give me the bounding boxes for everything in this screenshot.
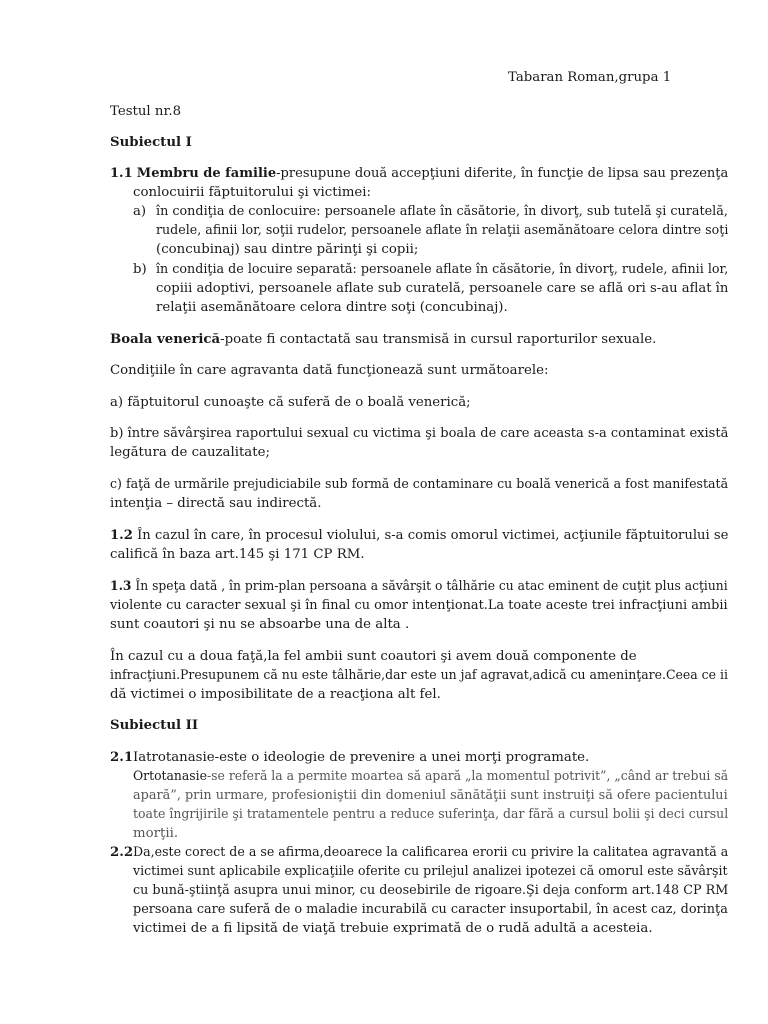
q11-a-line: rudele, afinii lor, soţii rudelor, persoanele aflate în relaţii asemănătoare celora dintre soţi — [156, 223, 729, 238]
q12-line2: califică în baza art.145 şi 171 CP RM. — [110, 547, 365, 562]
q22-line: cu bună-ştiinţă asupra unui minor, cu deosebirile de rigoare.Şi deja conform art.148 CP RM — [133, 883, 729, 898]
q21-orto-line: morţii. — [133, 826, 179, 841]
q13-line1 — [110, 577, 728, 596]
subject-2-heading: Subiectul II — [110, 718, 199, 733]
fata-line: În cazul cu a doua faţă,la fel ambii sunt coautori şi avem două componente de — [110, 649, 637, 664]
q11-number: 1.1 — [110, 166, 133, 181]
q12-number: 1.2 — [110, 528, 133, 543]
q21-orto-line: toate îngrijirile şi tratamentele pentru a reduce suferinţa, dar fără a cursul bolii şi deci cursul — [133, 807, 729, 822]
orto-term: Ortotanasie — [133, 769, 207, 784]
q11-b-line: copiii adoptivi, persoanele aflate sub curatelă, persoanele care se află ori s-au aflat în — [156, 281, 729, 296]
conditii-paragraph: Condiţiile în care agravanta dată funcţionează sunt următoarele: — [110, 363, 549, 378]
q21-number: 2.1 — [110, 750, 134, 765]
q22-number: 2.2 — [110, 845, 134, 860]
q21-orto-line1 — [133, 767, 728, 786]
q11-a-line: în condiţia de conlocuire: persoanele aflate în căsătorie, în divorţ, sub tutelă şi curatelă, — [156, 204, 728, 219]
condition-c-line: intenţia – directă sau indirectă. — [110, 496, 322, 511]
q13-text: În speţa dată , în prim-plan persoana a săvârşit o tâlhărie cu atac eminent de cuţit plus acţiuni — [131, 579, 728, 594]
condition-b-line: b) între săvârşirea raportului sexual cu victima şi boala de care aceasta s-a contaminat există — [110, 426, 729, 441]
q21-orto-line: apară”, prin urmare, profesioniştii din domeniul sănătăţii sunt instruiţi să ofere pacientului — [133, 788, 728, 803]
condition-b-line: legătura de cauzalitate; — [110, 445, 270, 460]
boala-rest: -poate fi contactată sau transmisă in cursul raporturilor sexuale. — [220, 332, 657, 347]
q11-b-marker: b) — [133, 262, 147, 277]
condition-a: a) făptuitorul cunoaşte că suferă de o boală venerică; — [110, 395, 471, 410]
subject-1-heading: Subiectul I — [110, 135, 192, 150]
q11-b-line: relaţii asemănătoare celora dintre soţi (concubinaj). — [156, 300, 508, 315]
q11-line2: conlocuirii făptuitorului şi victimei: — [133, 185, 372, 200]
q13-line3: sunt coautori şi nu se absoarbe una de alta . — [110, 617, 410, 632]
q21-line1: Iatrotanasie-este o ideologie de prevenire a unei morţi programate. — [133, 750, 590, 765]
q11-a-line: (concubinaj) sau dintre părinţi şi copii; — [156, 242, 419, 257]
fata-line: infracţiuni.Presupunem că nu este tâlhărie,dar este un jaf agravat,adică cu ameninţare.Ceea ce ii — [110, 668, 728, 683]
author-line: Tabaran Roman,grupa 1 — [508, 70, 672, 85]
boala-venerica-paragraph — [110, 330, 656, 349]
q22-line: victimei sunt aplicabile explicaţiile oferite cu prilejul analizei ipotezei că omorul este săvârşit — [133, 864, 728, 879]
fata-line: dă victimei o imposibilitate de a reacţiona alt fel. — [110, 687, 441, 702]
q11-rest: -presupune două accepţiuni diferite, în funcţie de lipsa sau prezenţa — [276, 166, 729, 181]
q11-term: Membru de familie — [136, 166, 277, 181]
q12-line1 — [110, 526, 728, 545]
q12-text: În cazul în care, în procesul violului, s-a comis omorul victimei, acţiunile făptuitorului se — [132, 528, 729, 543]
orto-text: -se referă la a permite moartea să apară „la momentul potrivit”, „când ar trebui să — [206, 769, 729, 784]
test-title: Testul nr.8 — [110, 104, 182, 119]
q22-line: persoana care suferă de o maladie incurabilă cu caracter insuportabil, în acest caz, dorinţa — [133, 902, 728, 917]
q13-line2: violente cu caracter sexual şi în final cu omor intenţionat.La toate aceste trei infracţiuni ambii — [110, 598, 728, 613]
q22-line: victimei de a fi lipsită de viaţă trebuie exprimată de o rudă adultă a acesteia. — [133, 921, 653, 936]
q11-line1 — [110, 164, 728, 183]
condition-c-line: c) faţă de urmările prejudiciabile sub formă de contaminare cu boală venerică a fost manifestată — [110, 477, 729, 492]
q11-b-line: în condiţia de locuire separată: persoanele aflate în căsătorie, în divorţ, rudele, afinii lor, — [156, 262, 729, 277]
q13-number: 1.3 — [110, 579, 132, 594]
q11-a-marker: a) — [133, 204, 147, 219]
q22-line: Da,este corect de a se afirma,deoarece la calificarea erorii cu privire la calitatea agravantă a — [133, 845, 729, 860]
boala-term: Boala venerică — [110, 332, 221, 347]
